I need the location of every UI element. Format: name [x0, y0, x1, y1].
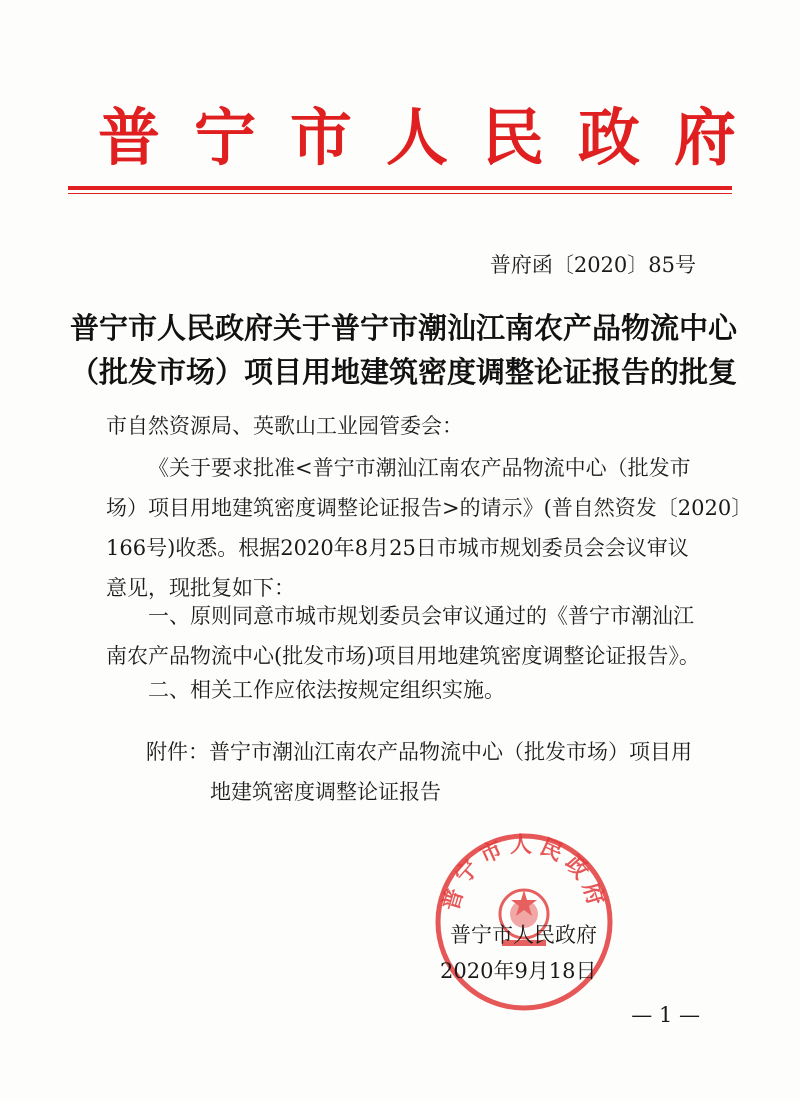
signature-organization: 普宁市人民政府 — [450, 923, 597, 947]
seal-text: 普宁市人民政府 — [437, 831, 611, 914]
paragraph-line: 《关于要求批准<普宁市潮汕江南农产品物流中心（批发市 — [148, 456, 691, 480]
attachment-line: 附件：普宁市潮汕江南农产品物流中心（批发市场）项目用 — [146, 740, 692, 764]
paragraph-line: 166号)收悉。根据2020年8月25日市城市规划委员会会议审议 — [106, 536, 689, 560]
document-number: 普府函〔2020〕85号 — [489, 253, 696, 277]
attachment — [146, 732, 746, 812]
title-line: （批发市场）项目用地建筑密度调整论证报告的批复 — [70, 355, 738, 389]
item-one-line: 一、原则同意市城市规划委员会审议通过的《普宁市潮汕江 — [148, 604, 694, 628]
item-two: 二、相关工作应依法按规定组织实施。 — [148, 678, 505, 702]
recipients: 市自然资源局、英歌山工业园管委会： — [106, 414, 463, 438]
document-title — [70, 306, 738, 394]
item-one-line: 南农产品物流中心(批发市场)项目用地建筑密度调整论证报告》。 — [106, 644, 700, 668]
page-number: — 1 — — [631, 1003, 700, 1027]
issuer-header: 普宁市人民政府 — [97, 101, 770, 174]
header-rule-thin — [68, 193, 732, 194]
signature-date: 2020年9月18日 — [440, 959, 597, 983]
item-one — [106, 596, 706, 676]
paragraph-line: 场）项目用地建筑密度调整论证报告>的请示》(普自然资发〔2020〕 — [106, 496, 753, 520]
attachment-line: 地建筑密度调整论证报告 — [210, 780, 441, 804]
paragraph-line: 意见，现批复如下： — [106, 576, 295, 600]
title-line: 普宁市人民政府关于普宁市潮汕江南农产品物流中心 — [70, 311, 738, 345]
main-paragraph — [106, 448, 753, 608]
header-rule — [68, 186, 732, 190]
